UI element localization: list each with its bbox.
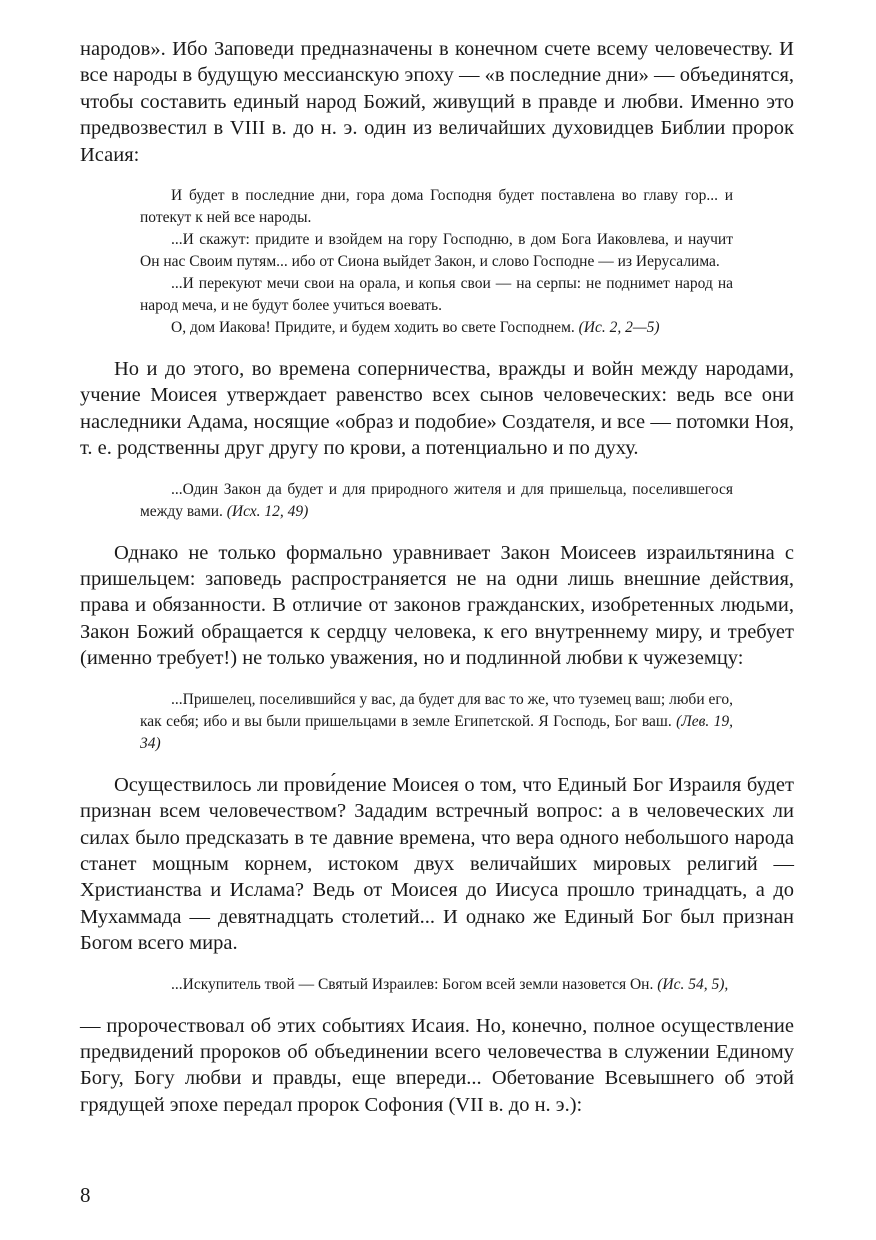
page-body (80, 36, 794, 1118)
paragraph-3: Однако не только формально уравнивает Закон Моисеев израильтянина с пришельцем: заповедь распространяется не на одни лишь внешние действия, права и обязанности. В отличие от законов гражданских, изобретенных людьми, Закон Божий обращается к сердцу человека, к его внутреннему миру, и требует (именно требует!) не только уважения, но и подлинной любви к чужеземцу: (80, 541, 794, 670)
quote-line-text: ...Один Закон да будет и для природного жителя и для пришельца, поселившегося между вами. (140, 480, 733, 520)
paragraph-5: — пророчествовал об этих событиях Исаия. Но, конечно, полное осуществление предвидений пророков об объединении всего человечества в служении Единому Богу, Богу любви и правды, еще впереди... Обетование Всевышнего об этой грядущей эпохе передал пророк Софония (VII в. до н. э.): (80, 1014, 794, 1116)
quote-reference: (Исх. 12, 49) (226, 502, 309, 520)
quote-line-text: О, дом Иакова! Придите, и будем ходить во свете Господнем. (171, 319, 579, 337)
quote-reference: (Ис. 54, 5), (657, 975, 729, 993)
quote-reference: (Ис. 2, 2—5) (578, 319, 660, 337)
quote-line: ...И перекуют мечи свои на орала, и копья свои — на серпы: не поднимет народ на народ меча, и не будут более учиться воевать. (140, 275, 733, 315)
quote-exodus-12 (140, 479, 733, 523)
paragraph-2: Но и до этого, во времена соперничества, вражды и войн между народами, учение Моисея утверждает равенство всех сынов человеческих: ведь все они наследники Адама, носящие «образ и подобие» Создателя, и все — потомки Ноя, т. е. родственны друг другу по крови, а потенциально и по духу. (80, 358, 794, 460)
quote-line: ...И скажут: придите и взойдем на гору Господню, в дом Бога Иаковлева, и научит Он нас Своим путям... ибо от Сиона выйдет Закон, и слово Господне — из Иерусалима. (140, 231, 733, 271)
quote-line (140, 689, 733, 755)
quote-line (140, 479, 733, 523)
quote-reference: (Лев. 19, 34) (140, 712, 733, 752)
quote-line-text: ...Искупитель твой — Святый Израилев: Богом всей земли назовется Он. (171, 975, 658, 993)
quote-leviticus-19 (140, 689, 733, 755)
quote-line (140, 317, 733, 339)
paragraph-1: народов». Ибо Заповеди предназначены в конечном счете всему человечеству. И все народы в будущую мессианскую эпоху — «в последние дни» — объединятся, чтобы составить единый народ Божий, живущий в правде и любви. Именно это предвозвестил в VIII в. до н. э. один из величайших духовидцев Библии пророк Исаия: (80, 38, 794, 166)
paragraph-4: Осуществилось ли прови́дение Моисея о том, что Единый Бог Израиля будет признан всем человечеством? Зададим встречный вопрос: а в человеческих ли силах было предсказать в те давние времена, что вера одного небольшого народа станет мощным корнем, истоком двух величайших мировых религий — Христианства и Ислама? Ведь от Моисея до Иисуса прошло тринадцать, а до Мухаммада — девятнадцать столетий... И однако же Единый Бог был признан Богом всего мира. (80, 773, 794, 955)
quote-isaiah-2 (140, 185, 733, 339)
quote-isaiah-54 (140, 974, 733, 996)
quote-line: И будет в последние дни, гора дома Господня будет поставлена во главу гор... и потекут к ней все народы. (140, 187, 733, 227)
quote-line-text: ...Пришелец, поселившийся у вас, да будет для вас то же, что туземец ваш; люби его, как себя; ибо и вы были пришельцами в земле Египетской. Я Господь, Бог ваш. (140, 690, 733, 730)
quote-line (140, 974, 733, 996)
page-number: 8 (80, 1183, 91, 1207)
